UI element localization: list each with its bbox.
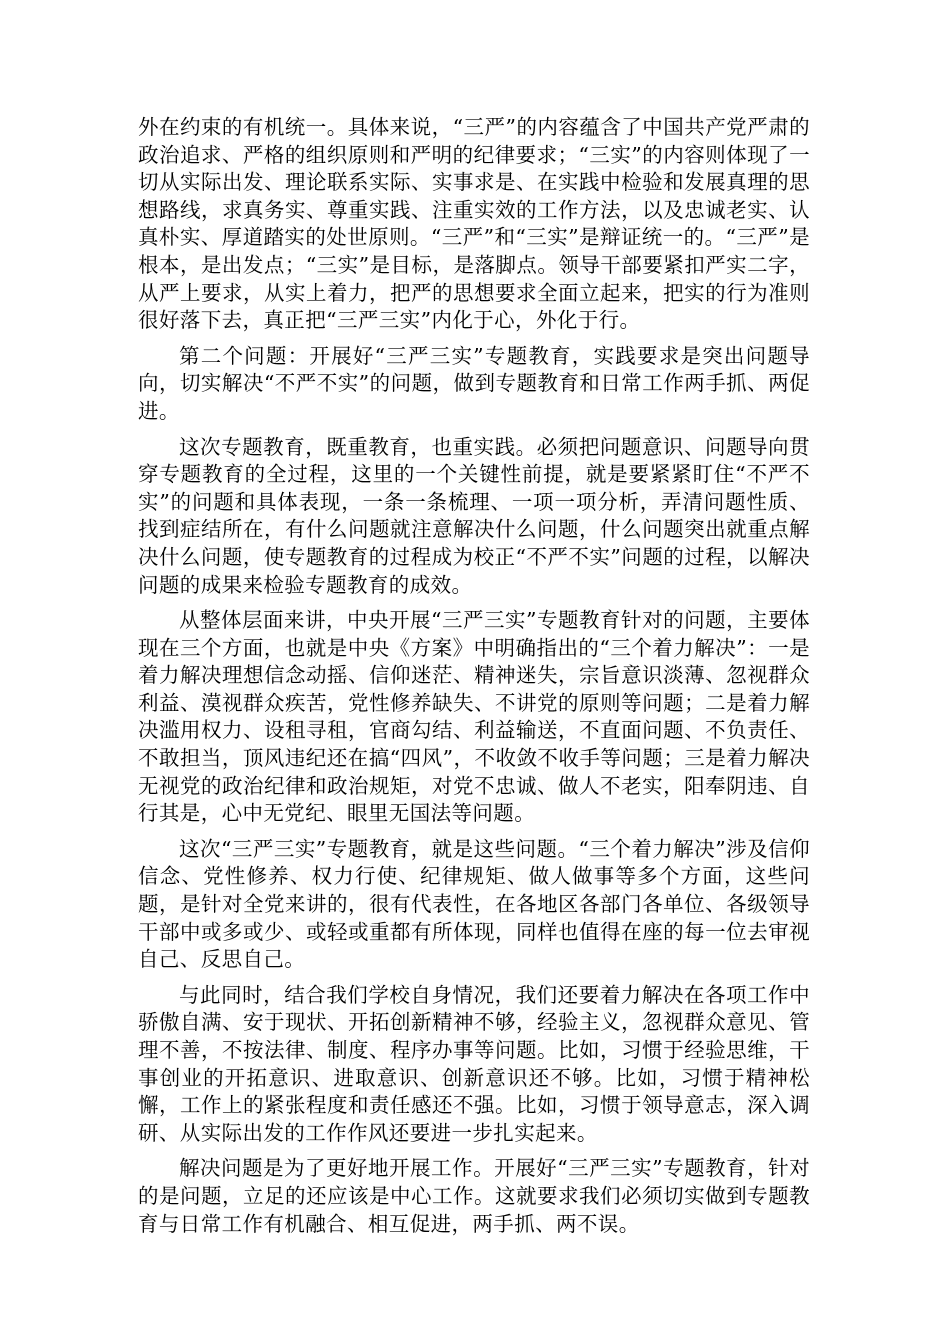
paragraph-school-situation: 与此同时，结合我们学校自身情况，我们还要着力解决在各项工作中骄傲自满、安于现状、开拓创新精神不够，经验主义，忽视群众意见、管理不善，不按法律、制度、程序办事等问题。比如，习惯于经验思维，干事创业的开拓意识、进取意识、创新意识还不够。比如，习惯于精神松懈，工作上的紧张程度和责任感还不强。比如，习惯于领导意志，深入调研、从实际出发的工作作风还要进一步扎实起来。 — [138, 982, 810, 1145]
document-body — [138, 114, 810, 1246]
paragraph-work-integration: 解决问题是为了更好地开展工作。开展好“三严三实”专题教育，针对的是问题，立足的还应该是中心工作。这就要求我们必须切实做到专题教育与日常工作有机融合、相互促进，两手抓、两不误。 — [138, 1156, 810, 1236]
paragraph-second-question: 第二个问题：开展好“三严三实”专题教育，实践要求是突出问题导向，切实解决“不严不实”的问题，做到专题教育和日常工作两手抓、两促进。 — [138, 343, 810, 423]
paragraph-three-focus: 从整体层面来讲，中央开展“三严三实”专题教育针对的问题，主要体现在三个方面，也就是中央《方案》中明确指出的“三个着力解决”：一是着力解决理想信念动摇、信仰迷茫、精神迷失，宗旨意识淡薄、忽视群众利益、漠视群众疾苦，党性修养缺失、不讲党的原则等问题；二是着力解决滥用权力、设租寻租，官商勾结、利益输送，不直面问题、不负责任、不敢担当，顶风违纪还在搞“四风”，不收敛不收手等问题；三是着力解决无视党的政治纪律和政治规矩，对党不忠诚、做人不老实，阳奉阴违、自行其是，心中无党纪、眼里无国法等问题。 — [138, 608, 810, 826]
paragraph-continuation: 外在约束的有机统一。具体来说，“三严”的内容蕴含了中国共产党严肃的政治追求、严格的组织原则和严明的纪律要求；“三实”的内容则体现了一切从实际出发、理论联系实际、实事求是、在实践中检验和发展真理的思想路线，求真务实、尊重实践、注重实效的工作方法，以及忠诚老实、认真朴实、厚道踏实的处世原则。“三严”和“三实”是辩证统一的。“三严”是根本，是出发点；“三实”是目标，是落脚点。领导干部要紧扣严实二字，从严上要求，从实上着力，把严的思想要求全面立起来，把实的行为准则很好落下去，真正把“三严三实”内化于心，外化于行。 — [138, 115, 810, 333]
paragraph-representative-problems: 这次“三严三实”专题教育，就是这些问题。“三个着力解决”涉及信仰信念、党性修养、权力行使、纪律规矩、做人做事等多个方面，这些问题，是针对全党来讲的，很有代表性，在各地区各部门各单位、各级领导干部中或多或少、或轻或重都有所体现，同样也值得在座的每一位去审视自己、反思自己。 — [138, 836, 810, 972]
paragraph-education-practice: 这次专题教育，既重教育，也重实践。必须把问题意识、问题导向贯穿专题教育的全过程，这里的一个关键性前提，就是要紧紧盯住“不严不实”的问题和具体表现，一条一条梳理、一项一项分析，弄清问题性质、找到症结所在，有什么问题就注意解决什么问题，什么问题突出就重点解决什么问题，使专题教育的过程成为校正“不严不实”问题的过程，以解决问题的成果来检验专题教育的成效。 — [138, 434, 810, 597]
